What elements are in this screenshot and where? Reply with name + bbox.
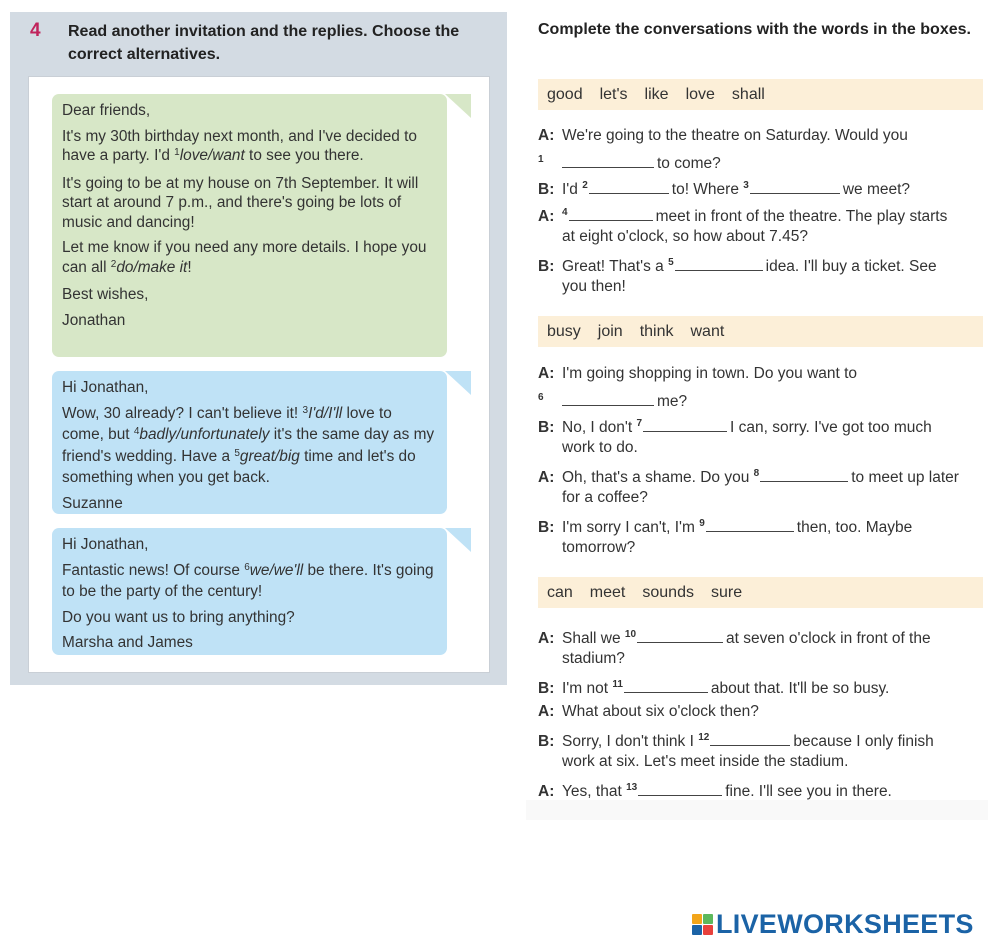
answer-blank-6[interactable] — [562, 393, 654, 406]
word: sounds — [642, 584, 694, 601]
reply-signature: Marsha and James — [62, 634, 193, 651]
answer-blank-5[interactable] — [675, 258, 763, 271]
answer-blank-1[interactable] — [562, 155, 654, 168]
conversation-line: for a coffee? — [562, 489, 648, 506]
conversation-line: B: Great! That's a $^5$ idea. I'll buy a ticket. See — [538, 257, 937, 276]
conversation-line: B: Sorry, I don't think I $^{12}$ because I only finish — [538, 732, 934, 751]
conversation-line: $^6$ me? — [538, 392, 688, 411]
word: sure — [710, 584, 743, 601]
word-box-1 — [538, 79, 983, 110]
choice-1[interactable]: love/want — [179, 147, 245, 164]
answer-blank-2[interactable] — [589, 181, 669, 194]
conversation-line: A: I'm going shopping in town. Do you want to — [538, 365, 858, 382]
letter-signature: Jonathan — [62, 311, 126, 329]
reply-greeting: Hi Jonathan, — [62, 536, 149, 553]
letter-paragraph: It's going to be at my house on 7th September. It will start at around 7 p.m., and there's going be lots of music and dancing! — [62, 174, 419, 231]
answer-blank-8[interactable] — [760, 469, 848, 482]
word: shall — [731, 86, 765, 103]
word: like — [644, 86, 669, 103]
word: meet — [589, 584, 626, 601]
conversation-line: A: Yes, that $^{13}$ fine. I'll see you in there. — [538, 782, 892, 801]
letter-paragraph: Let me know if you need any more details. I hope you can all $^2$do/make it! — [62, 239, 427, 276]
reply-question: Do you want us to bring anything? — [62, 608, 295, 626]
answer-blank-10[interactable] — [637, 630, 723, 643]
reply-suzanne — [52, 371, 447, 514]
conversation-line: A: $^4$ meet in front of the theatre. The play starts — [538, 207, 948, 226]
conversation-line: at eight o'clock, so how about 7.45? — [562, 228, 808, 245]
choice-6[interactable]: we/we'll — [249, 561, 304, 579]
invitation-message — [52, 94, 447, 357]
choice-2[interactable]: do/make it — [116, 258, 188, 276]
answer-blank-13[interactable] — [638, 783, 722, 796]
reply-paragraph: Fantastic news! Of course $^6$we/we'll be there. It's going to be the party of the century! — [62, 561, 434, 600]
conversation-line: work to do. — [562, 439, 638, 456]
conversation-line: A: We're going to the theatre on Saturday. Would you — [538, 127, 908, 144]
word: love — [685, 86, 715, 103]
exercise-5-instructions: Complete the conversations with the words in the boxes. — [538, 21, 971, 38]
answer-blank-3[interactable] — [750, 181, 840, 194]
word: busy — [547, 323, 581, 340]
conversation-line: stadium? — [562, 650, 625, 667]
word-box-2 — [538, 316, 983, 347]
conversation-line: B: I'd $^2$ to! Where $^3$ we meet? — [538, 180, 911, 199]
reply-greeting: Hi Jonathan, — [62, 379, 149, 396]
answer-blank-4[interactable] — [569, 208, 653, 221]
answer-blank-12[interactable] — [710, 733, 790, 746]
liveworksheets-logo — [692, 907, 974, 941]
answer-blank-7[interactable] — [643, 419, 727, 432]
word: let's — [599, 86, 628, 103]
divider — [526, 800, 988, 820]
word: want — [690, 323, 725, 340]
conversation-line: A: Oh, that's a shame. Do you $^8$ to meet up later — [538, 468, 959, 487]
choice-4[interactable]: badly/unfortunately — [139, 426, 270, 443]
word-box-3 — [538, 577, 983, 608]
word: join — [597, 323, 623, 340]
answer-blank-9[interactable] — [706, 519, 794, 532]
word: think — [639, 323, 674, 340]
conversation-line: work at six. Let's meet inside the stadium. — [562, 753, 849, 770]
conversation-line: B: I'm sorry I can't, I'm $^9$ then, too. Maybe — [538, 518, 913, 537]
letter-greeting: Dear friends, — [62, 102, 151, 119]
conversation-line: A: What about six o'clock then? — [538, 703, 759, 720]
conversation-line: tomorrow? — [562, 539, 636, 556]
letter-closing: Best wishes, — [62, 286, 149, 303]
letter-paragraph: It's my 30th birthday next month, and I've decided to have a party. I'd $^1$love/want to see you there. — [62, 127, 417, 164]
reply-marsha-james — [52, 528, 447, 655]
exercise-number: 4 — [30, 20, 41, 41]
choice-5[interactable]: great/big — [239, 447, 300, 465]
reply-paragraph: Wow, 30 already? I can't believe it! $^3$I'd/I'll love to come, but $^4$badly/unfortunately it's the same day as my friend's wedding. Have a $^5$great/big time and let's do something when you get back. — [62, 404, 435, 486]
exercise-4-panel — [10, 12, 507, 685]
conversation-line: B: No, I don't $^7$ I can, sorry. I've got too much — [538, 418, 932, 437]
choice-3[interactable]: I'd/I'll — [308, 404, 343, 422]
conversation-line: $^1$ to come? — [538, 154, 721, 173]
reply-signature: Suzanne — [62, 494, 123, 512]
logo-text: LIVEWORKSHEETS — [716, 908, 974, 939]
word: can — [547, 584, 573, 601]
conversation-line: B: I'm not $^{11}$ about that. It'll be so busy. — [538, 679, 890, 698]
answer-blank-11[interactable] — [624, 680, 708, 693]
conversation-line: A: Shall we $^{10}$ at seven o'clock in front of the — [538, 629, 931, 648]
word: good — [547, 86, 583, 103]
exercise-instructions: Read another invitation and the replies. Choose the correct alternatives. — [68, 23, 460, 63]
logo-icon — [692, 914, 713, 935]
messages-card — [28, 76, 490, 673]
conversation-line: you then! — [562, 278, 626, 295]
